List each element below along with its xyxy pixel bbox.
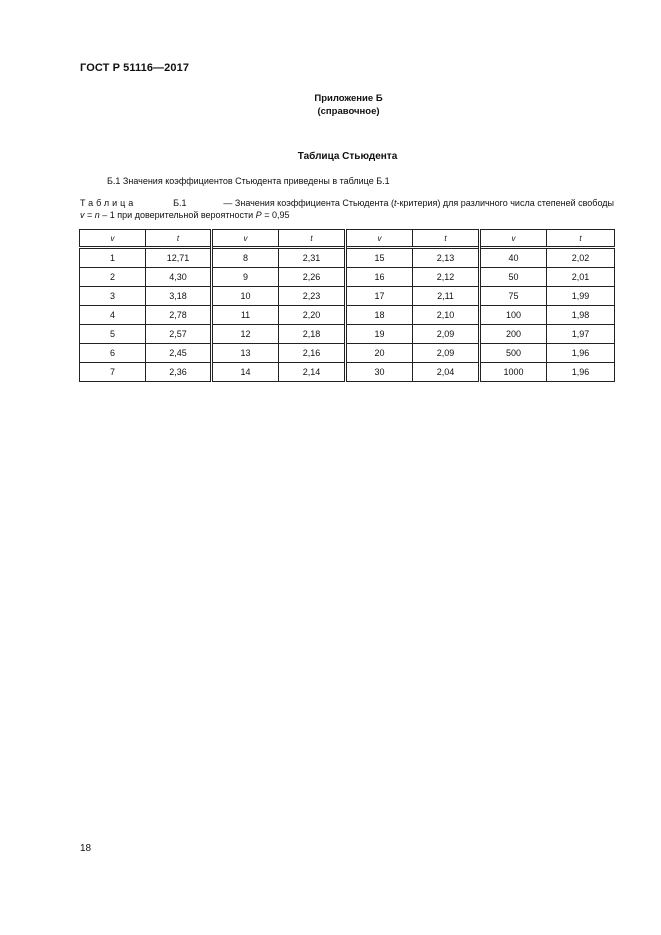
- degrees-of-freedom-cell: 14: [212, 363, 279, 382]
- section-title: Таблица Стьюдента: [297, 151, 398, 162]
- appendix-subtitle: (справочное): [317, 106, 380, 117]
- table-row: [80, 306, 615, 325]
- degrees-of-freedom-cell: 6: [80, 344, 146, 363]
- table-header-cell: v: [346, 230, 413, 248]
- t-value-cell: 2,13: [413, 248, 480, 268]
- degrees-of-freedom-cell: 7: [80, 363, 146, 382]
- degrees-of-freedom-cell: 50: [480, 268, 547, 287]
- table-header-cell: t: [413, 230, 480, 248]
- degrees-of-freedom-cell: 75: [480, 287, 547, 306]
- caption-n-symbol: n: [94, 210, 100, 220]
- degrees-of-freedom-cell: 9: [212, 268, 279, 287]
- table-row: [80, 363, 615, 382]
- document-code: ГОСТ Р 51116—2017: [80, 62, 190, 74]
- caption-v-symbol: v: [80, 210, 85, 220]
- degrees-of-freedom-cell: 2: [80, 268, 146, 287]
- degrees-of-freedom-cell: 100: [480, 306, 547, 325]
- t-value-cell: 2,09: [413, 325, 480, 344]
- degrees-of-freedom-cell: 40: [480, 248, 547, 268]
- table-row: [80, 248, 615, 268]
- degrees-of-freedom-cell: 30: [346, 363, 413, 382]
- caption-end: = 0,95: [261, 210, 290, 220]
- t-value-cell: 2,23: [279, 287, 346, 306]
- t-value-cell: 2,02: [547, 248, 615, 268]
- page-number: 18: [80, 843, 92, 854]
- t-value-cell: 2,57: [146, 325, 212, 344]
- t-value-cell: 2,26: [279, 268, 346, 287]
- t-value-cell: 1,99: [547, 287, 615, 306]
- caption-equals: =: [84, 210, 95, 220]
- table-header-cell: t: [547, 230, 615, 248]
- table-caption-text-before: — Значения коэффициента Стьюдента (: [223, 198, 394, 208]
- t-value-cell: 2,31: [279, 248, 346, 268]
- degrees-of-freedom-cell: 3: [80, 287, 146, 306]
- degrees-of-freedom-cell: 13: [212, 344, 279, 363]
- table-caption-number: Б.1: [173, 198, 187, 208]
- degrees-of-freedom-cell: 500: [480, 344, 547, 363]
- degrees-of-freedom-cell: 1: [80, 248, 146, 268]
- degrees-of-freedom-cell: 18: [346, 306, 413, 325]
- table-row: [80, 268, 615, 287]
- table-row: [80, 287, 615, 306]
- caption-rest: – 1 при доверительной вероятности: [99, 210, 256, 220]
- degrees-of-freedom-cell: 4: [80, 306, 146, 325]
- degrees-of-freedom-cell: 16: [346, 268, 413, 287]
- degrees-of-freedom-cell: 20: [346, 344, 413, 363]
- t-value-cell: 1,98: [547, 306, 615, 325]
- table-caption: [80, 197, 614, 221]
- t-value-cell: 4,30: [146, 268, 212, 287]
- t-value-cell: 2,14: [279, 363, 346, 382]
- t-value-cell: 2,20: [279, 306, 346, 325]
- t-value-cell: 2,10: [413, 306, 480, 325]
- t-value-cell: 2,09: [413, 344, 480, 363]
- degrees-of-freedom-cell: 15: [346, 248, 413, 268]
- t-value-cell: 2,18: [279, 325, 346, 344]
- appendix-title: Приложение Б: [314, 93, 383, 104]
- t-value-cell: 2,01: [547, 268, 615, 287]
- student-coefficients-table: [79, 229, 615, 382]
- t-value-cell: 2,16: [279, 344, 346, 363]
- degrees-of-freedom-cell: 11: [212, 306, 279, 325]
- t-value-cell: 1,96: [547, 363, 615, 382]
- degrees-of-freedom-cell: 1000: [480, 363, 547, 382]
- t-value-cell: 1,96: [547, 344, 615, 363]
- table-caption-line-1: [80, 197, 614, 209]
- degrees-of-freedom-cell: 10: [212, 287, 279, 306]
- t-value-cell: 2,78: [146, 306, 212, 325]
- table-caption-description: [223, 197, 614, 209]
- t-value-cell: 2,45: [146, 344, 212, 363]
- degrees-of-freedom-cell: 5: [80, 325, 146, 344]
- degrees-of-freedom-cell: 12: [212, 325, 279, 344]
- degrees-of-freedom-cell: 8: [212, 248, 279, 268]
- table-header-cell: v: [480, 230, 547, 248]
- t-value-cell: 2,12: [413, 268, 480, 287]
- t-value-cell: 2,04: [413, 363, 480, 382]
- degrees-of-freedom-cell: 200: [480, 325, 547, 344]
- t-value-cell: 2,11: [413, 287, 480, 306]
- table-caption-t-symbol: t: [393, 198, 397, 208]
- table-header-cell: t: [146, 230, 212, 248]
- t-value-cell: 2,36: [146, 363, 212, 382]
- table-row: [80, 325, 615, 344]
- degrees-of-freedom-cell: 19: [346, 325, 413, 344]
- appendix-heading: [0, 92, 661, 118]
- t-value-cell: 3,18: [146, 287, 212, 306]
- intro-paragraph: Б.1 Значения коэффициентов Стьюдента приведены в таблице Б.1: [107, 176, 390, 186]
- table-caption-text-after: -критерия) для различного числа степеней свободы: [396, 198, 614, 208]
- table-body: [80, 248, 615, 382]
- table-header-cell: v: [80, 230, 146, 248]
- caption-p-symbol: P: [255, 210, 262, 220]
- table-header-cell: t: [279, 230, 346, 248]
- table-header-cell: v: [212, 230, 279, 248]
- table-row: [80, 344, 615, 363]
- t-value-cell: 1,97: [547, 325, 615, 344]
- table-header-row: [80, 230, 615, 248]
- t-value-cell: 12,71: [146, 248, 212, 268]
- table-caption-label: Таблица: [80, 198, 137, 208]
- table-caption-line-2: [80, 209, 614, 221]
- degrees-of-freedom-cell: 17: [346, 287, 413, 306]
